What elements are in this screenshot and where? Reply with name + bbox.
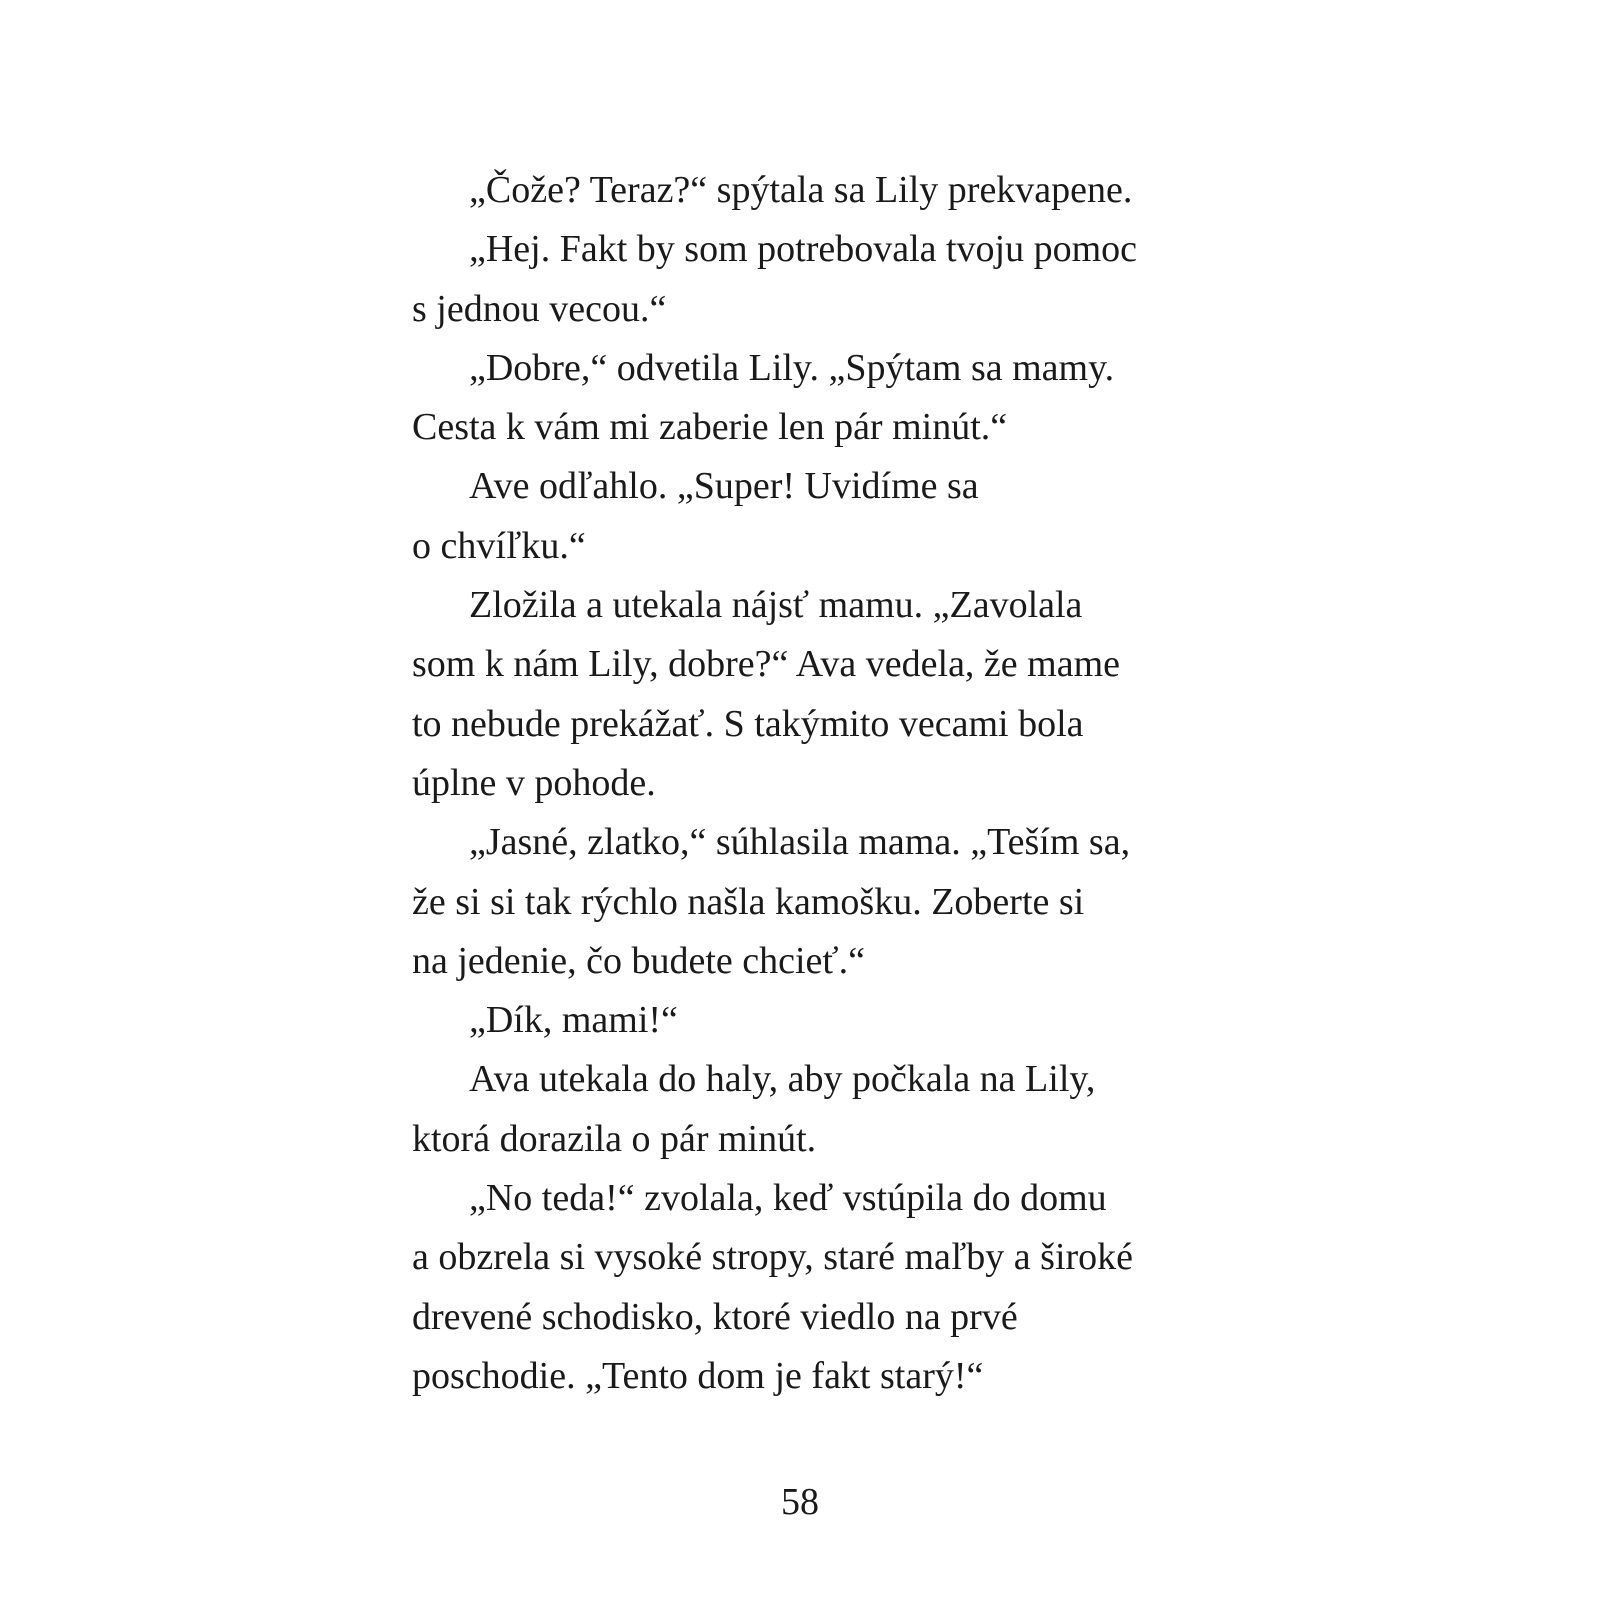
text-line: na jedenie, čo budete chcieť.“ (412, 939, 865, 982)
body-text (412, 161, 1172, 1406)
text-line: o chvíľku.“ (412, 524, 586, 567)
text-line: Ave odľahlo. „Super! Uvidíme sa (469, 465, 979, 508)
text-line: úplne v pohode. (412, 761, 656, 804)
text-line: s jednou vecou.“ (412, 287, 667, 330)
text-line: drevené schodisko, ktoré viedlo na prvé (412, 1295, 1018, 1338)
text-line: a obzrela si vysoké stropy, staré maľby a široké (412, 1236, 1134, 1279)
text-line: „Dík, mami!“ (469, 999, 678, 1042)
text-line: že si si tak rýchlo našla kamošku. Zoberte si (412, 880, 1085, 923)
text-line: „Jasné, zlatko,“ súhlasila mama. „Teším sa, (469, 821, 1131, 864)
text-line: Cesta k vám mi zaberie len pár minút.“ (412, 406, 1008, 449)
text-line: ktorá dorazila o pár minút. (412, 1117, 817, 1160)
text-line: poschodie. „Tento dom je fakt starý!“ (412, 1354, 984, 1397)
text-line: „No teda!“ zvolala, keď vstúpila do domu (469, 1177, 1107, 1220)
text-line: to nebude prekážať. S takýmito vecami bola (412, 702, 1084, 745)
page-number: 58 (781, 1481, 819, 1523)
text-line: Ava utekala do haly, aby počkala na Lily, (469, 1058, 1096, 1101)
text-line: „Čože? Teraz?“ spýtala sa Lily prekvapene. (469, 169, 1133, 211)
text-line: Zložila a utekala nájsť mamu. „Zavolala (469, 584, 1083, 627)
text-line: som k nám Lily, dobre?“ Ava vedela, že mame (412, 643, 1121, 686)
text-line: „Hej. Fakt by som potrebovala tvoju pomoc (469, 228, 1138, 271)
text-line: „Dobre,“ odvetila Lily. „Spýtam sa mamy. (469, 346, 1115, 389)
